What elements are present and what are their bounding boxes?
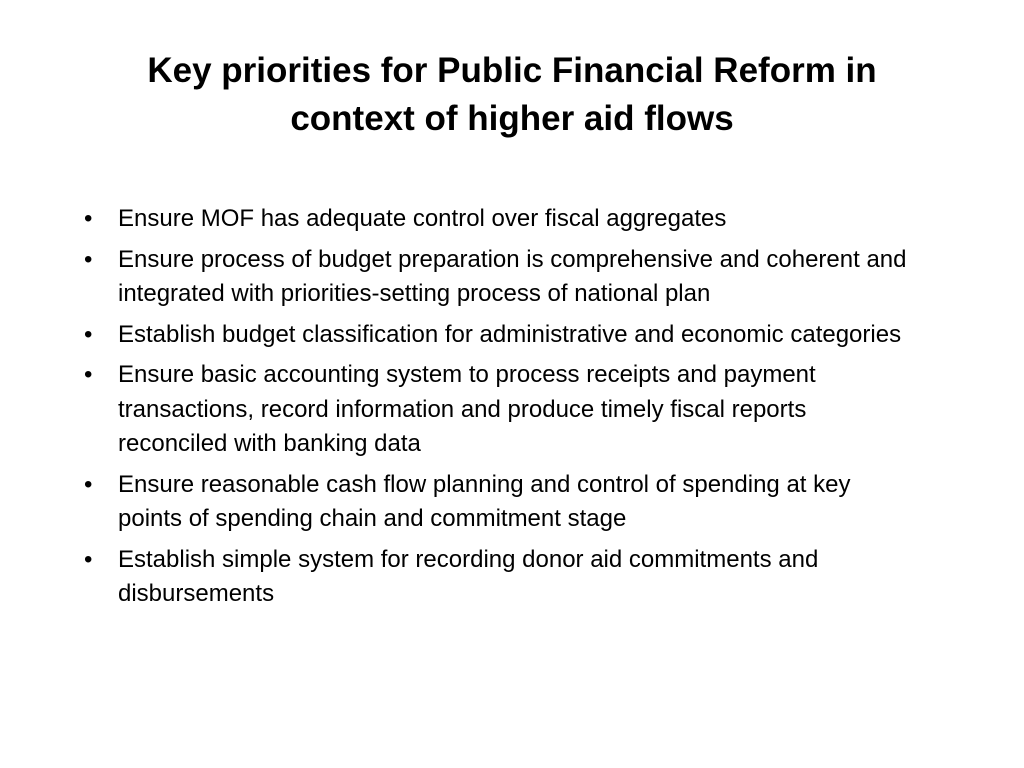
bullet-item [0,243,913,312]
bullet-text: Establish budget classification for administrative and economic categories [118,320,902,348]
bullet-point-icon: • [84,205,93,232]
bullet-item [0,543,913,612]
bullet-text: Ensure process of budget preparation is comprehensive and coherent and integrated with priorities-setting process of national plan [118,245,907,307]
slide-title-line-2: context of higher aid flows [290,99,734,138]
bullet-point-icon: • [84,361,93,388]
bullet-text: Ensure MOF has adequate control over fiscal aggregates [118,205,727,232]
bullet-item [0,202,913,237]
bullet-point-icon: • [84,545,93,573]
bullet-text: Ensure basic accounting system to process receipts and payment transactions, record information and produce timely fiscal reports reconciled with banking data [118,361,816,457]
bullet-point-icon: • [84,245,93,273]
bullet-text: Establish simple system for recording donor aid commitments and disbursements [118,545,819,607]
bullet-point-icon: • [84,470,93,498]
bullet-point-icon: • [84,320,93,348]
bullet-text: Ensure reasonable cash flow planning and control of spending at key points of spending chain and commitment stage [118,470,851,532]
slide-title-line-1: Key priorities for Public Financial Reform in [147,51,877,90]
bullet-item [0,318,913,353]
slide-title [60,47,964,143]
bullet-item [0,468,913,537]
bullet-item [0,358,913,462]
bullet-list [0,202,1024,618]
